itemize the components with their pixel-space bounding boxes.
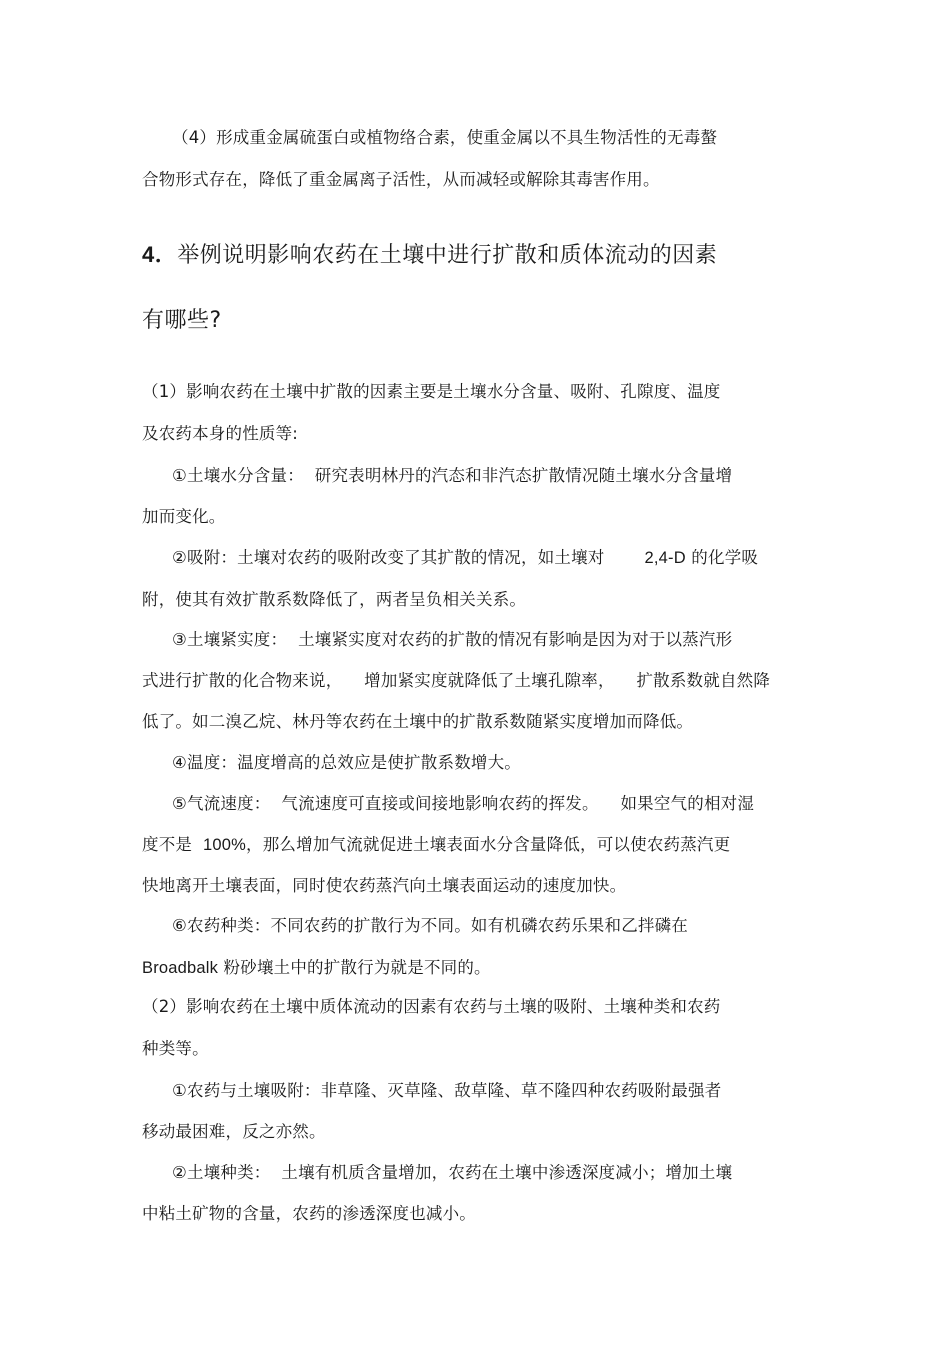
section-1-item-4-line-1: ④温度：温度增高的总效应是使扩散系数增大。 <box>172 753 521 772</box>
section-1-item-2-line-2: 附，使其有效扩散系数降低了，两者呈负相关关系。 <box>142 590 527 609</box>
section-2-item-1-line-1: ①农药与土壤吸附：非草隆、灭草隆、敌草隆、草不隆四种农药吸附最强者 <box>172 1081 722 1100</box>
section-1-item-6-soil-name: Broadbalk <box>142 959 219 977</box>
section-1-item-2-text-c: 的化学吸 <box>685 548 759 567</box>
section-1-intro-line-2: 及农药本身的性质等: <box>142 424 299 443</box>
section-1-item-5-percent: 100% <box>203 836 247 854</box>
question-heading-line-2: 有哪些? <box>142 308 222 333</box>
section-2-item-1-line-2: 移动最困难，反之亦然。 <box>142 1122 326 1141</box>
question-text-1: 举例说明影响农药在土壤中进行扩散和质体流动的因素 <box>177 243 718 268</box>
section-1-item-5-line-3: 快地离开土壤表面，同时使农药蒸汽向土壤表面运动的速度加快。 <box>142 876 627 895</box>
paragraph-4-line-1: （4）形成重金属硫蛋白或植物络合素，使重金属以不具生物活性的无毒螯 <box>172 128 718 147</box>
question-number: 4． <box>142 242 178 267</box>
section-1-item-6-line-1: ⑥农药种类：不同农药的扩散行为不同。如有机磷农药乐果和乙拌磷在 <box>172 916 688 935</box>
section-1-item-3-line-2: 式进行扩散的化合物来说， 增加紧实度就降低了土壤孔隙率， 扩散系数就自然降 <box>142 671 771 690</box>
section-1-item-2-line-1 <box>172 548 758 568</box>
question-heading-line-1 <box>142 242 717 269</box>
section-1-item-2-text-a: ②吸附：土壤对农药的吸附改变了其扩散的情况，如土壤对 <box>172 548 605 567</box>
section-2-intro-line-2: 种类等。 <box>142 1039 209 1058</box>
section-1-intro-line-1: （1）影响农药在土壤中扩散的因素主要是土壤水分含量、吸附、孔隙度、温度 <box>142 382 721 401</box>
section-1-item-2-chemical: 2,4-D <box>644 549 686 567</box>
section-1-item-1-line-2: 加而变化。 <box>142 507 226 526</box>
section-2-intro-line-1: （2）影响农药在土壤中质体流动的因素有农药与土壤的吸附、土壤种类和农药 <box>142 997 721 1016</box>
paragraph-4-line-2: 合物形式存在，降低了重金属离子活性，从而减轻或解除其毒害作用。 <box>142 170 660 189</box>
section-1-item-1-line-1: ①土壤水分含量： 研究表明林丹的汽态和非汽态扩散情况随土壤水分含量增 <box>172 466 733 485</box>
section-2-item-2-line-1: ②土壤种类： 土壤有机质含量增加，农药在土壤中渗透深度减小；增加土壤 <box>172 1163 733 1182</box>
section-2-item-2-line-2: 中粘土矿物的含量，农药的渗透深度也减小。 <box>142 1204 476 1223</box>
section-1-item-5-line-1: ⑤气流速度： 气流速度可直接或间接地影响农药的挥发。 如果空气的相对湿 <box>172 794 755 813</box>
section-1-item-6-text-b: 粉砂壤土中的扩散行为就是不同的。 <box>218 958 491 977</box>
section-1-item-5-text-c: ，那么增加气流就促进土壤表面水分含量降低，可以使农药蒸汽更 <box>246 835 731 854</box>
section-1-item-3-line-1: ③土壤紧实度： 土壤紧实度对农药的扩散的情况有影响是因为对于以蒸汽形 <box>172 630 733 649</box>
section-1-item-6-line-2 <box>142 958 491 978</box>
section-1-item-5-text-a: 度不是 <box>142 835 203 854</box>
section-1-item-5-line-2 <box>142 835 730 855</box>
section-1-item-3-line-3: 低了。如二溴乙烷、林丹等农药在土壤中的扩散系数随紧实度增加而降低。 <box>142 712 694 731</box>
